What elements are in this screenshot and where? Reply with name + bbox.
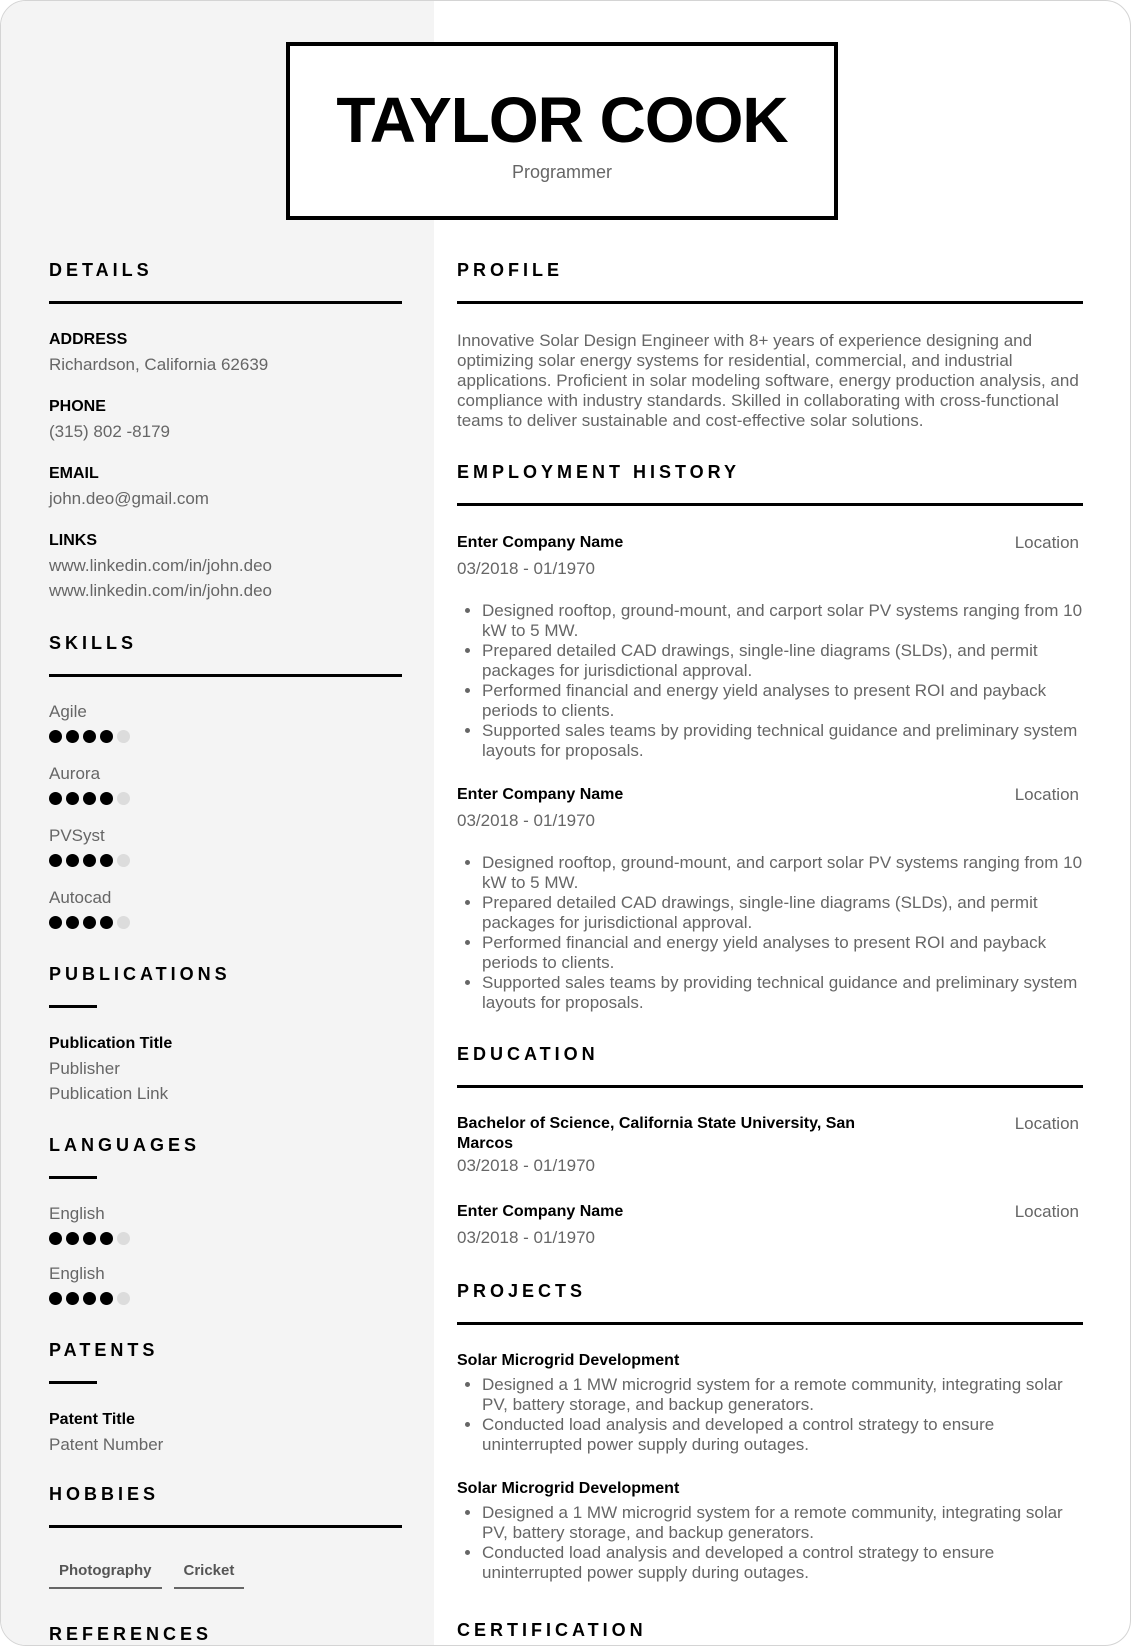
job-entry — [457, 533, 1083, 761]
skill-name: PVSyst — [49, 826, 105, 845]
job-entry — [457, 785, 1083, 1013]
hobby-tag: Photography — [49, 1562, 162, 1589]
education-entry — [457, 1114, 1083, 1176]
job-bullet: • Performed financial and energy yield analyses to present ROI and payback periods to clients. — [482, 933, 1083, 973]
skill-item — [49, 761, 402, 805]
rating-dot-filled — [49, 1232, 62, 1245]
job-header — [457, 533, 1083, 553]
rating-dot-filled — [66, 916, 79, 929]
rating-dot-filled — [49, 792, 62, 805]
projects-section — [457, 1280, 1083, 1583]
education-dates: 03/2018 - 01/1970 — [457, 1156, 596, 1175]
rating-dot-filled — [66, 854, 79, 867]
section-divider — [49, 301, 402, 304]
employment-section — [457, 461, 1083, 1013]
section-divider — [457, 503, 1083, 506]
rating-dot-empty — [117, 916, 130, 929]
rating-dot-filled — [83, 1292, 96, 1305]
rating-dot-empty — [117, 854, 130, 867]
language-rating — [49, 1232, 402, 1245]
patent-number: Patent Number — [49, 1435, 164, 1454]
education-header — [457, 1202, 1083, 1222]
rating-dot-filled — [83, 854, 96, 867]
phone-value: (315) 802 -8179 — [49, 422, 170, 441]
project-entry — [457, 1351, 1083, 1455]
languages-title: LANGUAGES — [49, 1135, 201, 1155]
job-header — [457, 785, 1083, 805]
rating-dot-filled — [100, 792, 113, 805]
degree-name: Bachelor of Science, California State University, San Marcos — [457, 1115, 856, 1152]
project-bullet: • Conducted load analysis and developed a control strategy to ensure uninterrupted power supply during outages. — [482, 1415, 1083, 1455]
job-bullets — [457, 853, 1083, 1013]
certification-title: CERTIFICATION — [457, 1620, 647, 1640]
job-bullet: • Designed rooftop, ground-mount, and carport solar PV systems ranging from 10 kW to 5 MW. — [482, 601, 1083, 641]
job-bullet: • Designed rooftop, ground-mount, and carport solar PV systems ranging from 10 kW to 5 MW. — [482, 853, 1083, 893]
section-divider — [49, 1381, 97, 1384]
patents-title: PATENTS — [49, 1340, 159, 1360]
job-location: Location — [1014, 785, 1079, 804]
skills-title: SKILLS — [49, 633, 138, 653]
publication-link[interactable]: Publication Link — [49, 1084, 169, 1103]
language-item — [49, 1261, 402, 1305]
profile-title: PROFILE — [457, 260, 564, 280]
links-label: LINKS — [49, 532, 97, 549]
job-dates: 03/2018 - 01/1970 — [457, 811, 596, 830]
section-divider — [457, 1085, 1083, 1088]
project-bullet: • Designed a 1 MW microgrid system for a remote community, integrating solar PV, battery storage, and backup generators. — [482, 1375, 1083, 1415]
references-title: REFERENCES — [49, 1624, 213, 1644]
rating-dot-filled — [83, 792, 96, 805]
language-rating — [49, 1292, 402, 1305]
link-item[interactable]: www.linkedin.com/in/john.deo — [49, 556, 273, 575]
skill-name: Autocad — [49, 888, 112, 907]
right-column — [457, 259, 1083, 1641]
rating-dot-filled — [83, 916, 96, 929]
candidate-role: Programmer — [511, 162, 613, 182]
languages-section — [49, 1134, 402, 1305]
hobby-list — [49, 1562, 402, 1589]
degree-name: Enter Company Name — [457, 1203, 624, 1220]
rating-dot-filled — [83, 1232, 96, 1245]
section-divider — [457, 1322, 1083, 1325]
rating-dot-filled — [49, 854, 62, 867]
education-location: Location — [1014, 1202, 1079, 1221]
publication-title: Publication Title — [49, 1035, 173, 1052]
rating-dot-filled — [66, 1292, 79, 1305]
projects-title: PROJECTS — [457, 1281, 587, 1301]
hobbies-title: HOBBIES — [49, 1484, 160, 1504]
rating-dot-filled — [100, 1232, 113, 1245]
profile-section — [457, 259, 1083, 431]
hobbies-section — [49, 1483, 402, 1589]
section-divider — [49, 674, 402, 677]
section-divider — [49, 1176, 97, 1179]
publications-section — [49, 963, 402, 1106]
skill-name: Aurora — [49, 764, 101, 783]
rating-dot-empty — [117, 1232, 130, 1245]
rating-dot-filled — [49, 730, 62, 743]
skill-rating — [49, 792, 402, 805]
publications-title: PUBLICATIONS — [49, 964, 231, 984]
address-label: ADDRESS — [49, 331, 128, 348]
job-bullets — [457, 601, 1083, 761]
publisher: Publisher — [49, 1059, 120, 1078]
education-title: EDUCATION — [457, 1044, 599, 1064]
skill-item — [49, 885, 402, 929]
skill-rating — [49, 854, 402, 867]
references-section — [49, 1623, 402, 1646]
job-bullet: • Performed financial and energy yield analyses to present ROI and payback periods to clients. — [482, 681, 1083, 721]
project-name: Solar Microgrid Development — [457, 1352, 680, 1369]
project-bullets — [457, 1375, 1083, 1455]
left-column — [49, 259, 402, 1646]
job-bullet: • Prepared detailed CAD drawings, single-line diagrams (SLDs), and permit packages for jurisdictional approval. — [482, 893, 1083, 933]
company-name: Enter Company Name — [457, 534, 624, 551]
education-header — [457, 1114, 1083, 1154]
job-dates: 03/2018 - 01/1970 — [457, 559, 596, 578]
certification-section — [457, 1619, 1083, 1641]
hobby-tag: Cricket — [174, 1562, 245, 1589]
rating-dot-filled — [100, 854, 113, 867]
language-item — [49, 1201, 402, 1245]
rating-dot-filled — [66, 792, 79, 805]
education-location: Location — [1014, 1114, 1079, 1133]
rating-dot-filled — [100, 916, 113, 929]
section-divider — [457, 301, 1083, 304]
skills-section — [49, 632, 402, 929]
skill-rating — [49, 916, 402, 929]
phone-label: PHONE — [49, 398, 106, 415]
education-entry — [457, 1202, 1083, 1248]
rating-dot-filled — [49, 916, 62, 929]
job-bullet: • Prepared detailed CAD drawings, single-line diagrams (SLDs), and permit packages for jurisdictional approval. — [482, 641, 1083, 681]
link-item[interactable]: www.linkedin.com/in/john.deo — [49, 581, 273, 600]
address-value: Richardson, California 62639 — [49, 355, 269, 374]
job-bullet: • Supported sales teams by providing technical guidance and preliminary system layouts for proposals. — [482, 973, 1083, 1013]
profile-text: Innovative Solar Design Engineer with 8+ years of experience designing and optimizing solar energy systems for residential, commercial, and industrial applications. Proficient in solar modeling software, energy production analysis, and compliance with industry standards. Skilled in collaborating with cross-functional teams to deliver sustainable and cost-effective solar solutions. — [457, 331, 1079, 430]
project-bullets — [457, 1503, 1083, 1583]
details-title: DETAILS — [49, 260, 153, 280]
skill-item — [49, 699, 402, 743]
rating-dot-empty — [117, 1292, 130, 1305]
rating-dot-filled — [83, 730, 96, 743]
section-divider — [49, 1525, 402, 1528]
rating-dot-empty — [117, 730, 130, 743]
project-name: Solar Microgrid Development — [457, 1480, 680, 1497]
company-name: Enter Company Name — [457, 786, 624, 803]
patents-section — [49, 1339, 402, 1457]
job-bullet: • Supported sales teams by providing technical guidance and preliminary system layouts for proposals. — [482, 721, 1083, 761]
language-name: English — [49, 1264, 105, 1283]
project-bullet: • Designed a 1 MW microgrid system for a remote community, integrating solar PV, battery storage, and backup generators. — [482, 1503, 1083, 1543]
rating-dot-filled — [100, 1292, 113, 1305]
education-dates: 03/2018 - 01/1970 — [457, 1228, 596, 1247]
skill-name: Agile — [49, 702, 87, 721]
email-value: john.deo@gmail.com — [49, 489, 209, 508]
skill-item — [49, 823, 402, 867]
job-location: Location — [1014, 533, 1079, 552]
rating-dot-filled — [66, 730, 79, 743]
education-section — [457, 1043, 1083, 1248]
rating-dot-filled — [100, 730, 113, 743]
language-name: English — [49, 1204, 105, 1223]
details-section — [49, 259, 402, 603]
project-bullet: • Conducted load analysis and developed a control strategy to ensure uninterrupted power supply during outages. — [482, 1543, 1083, 1583]
skill-rating — [49, 730, 402, 743]
rating-dot-empty — [117, 792, 130, 805]
section-divider — [49, 1005, 97, 1008]
rating-dot-filled — [49, 1292, 62, 1305]
rating-dot-filled — [66, 1232, 79, 1245]
patent-title: Patent Title — [49, 1411, 135, 1428]
email-label: EMAIL — [49, 465, 99, 482]
project-entry — [457, 1479, 1083, 1583]
name-header — [286, 42, 838, 220]
candidate-name: TAYLOR COOK — [336, 84, 788, 156]
employment-title: EMPLOYMENT HISTORY — [457, 462, 741, 482]
